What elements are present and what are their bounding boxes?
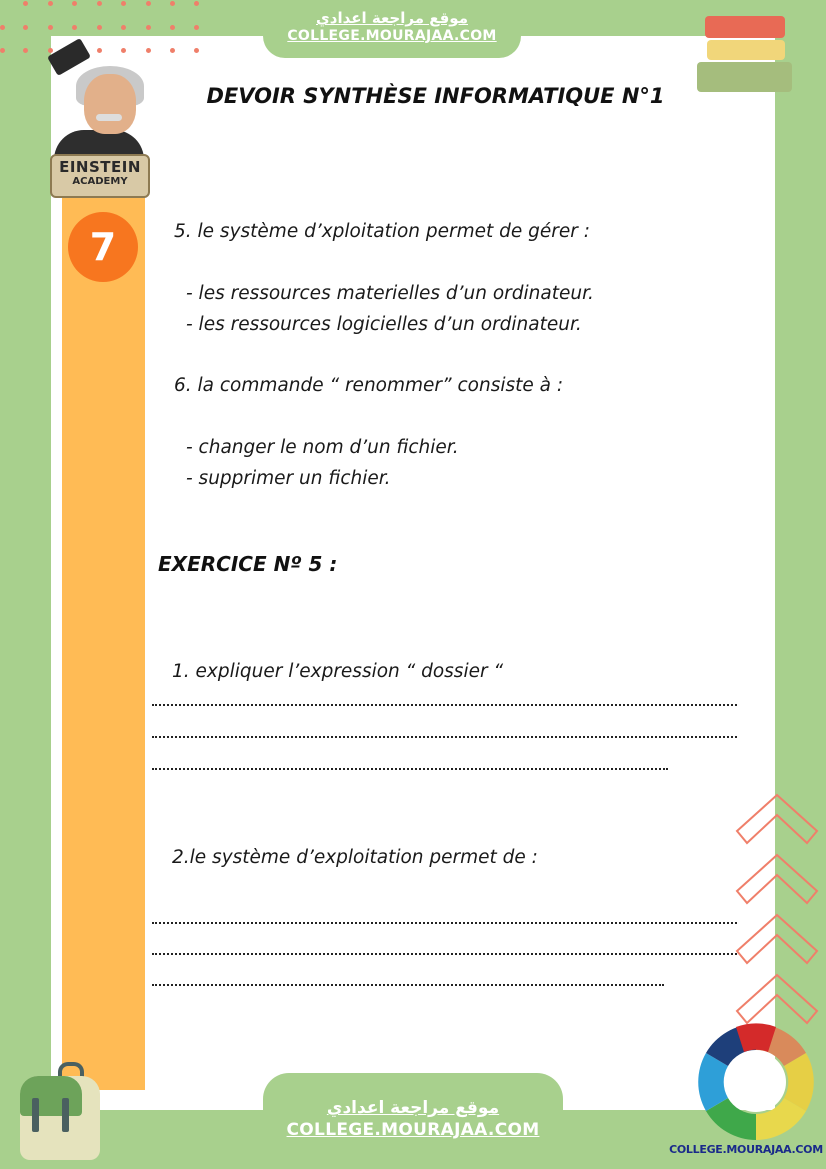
- exercise-item-1-prompt: 1. expliquer l’expression “ dossier “: [172, 661, 504, 682]
- footer-site-url-link[interactable]: COLLEGE.MOURAJAA.COM: [286, 1120, 540, 1140]
- exercise-item-2-prompt: 2.le système d’exploitation permet de :: [172, 847, 538, 868]
- corner-site-url[interactable]: COLLEGE.MOURAJAA.COM: [669, 1143, 823, 1156]
- side-accent-strip: [62, 195, 145, 1090]
- question-5-option-1: - les ressources materielles d’un ordinateur.: [186, 283, 594, 304]
- logo-line2: ACADEMY: [72, 176, 128, 187]
- answer-line[interactable]: [152, 736, 737, 738]
- question-6-option-2: - supprimer un fichier.: [186, 468, 391, 489]
- page-number-badge: 7: [68, 212, 138, 282]
- footer-banner: [263, 1073, 563, 1169]
- exercise-heading: EXERCICE Nº 5 :: [158, 552, 338, 576]
- einstein-academy-logo: [46, 42, 151, 197]
- question-5-option-2: - les ressources logicielles d’un ordinateur.: [186, 314, 582, 335]
- answer-line[interactable]: [152, 984, 664, 986]
- page-title: DEVOIR SYNTHÈSE INFORMATIQUE N°1: [206, 84, 665, 108]
- graduation-cap-icon: [47, 38, 91, 76]
- question-6-option-1: - changer le nom d’un fichier.: [186, 437, 459, 458]
- chevron-up-icon: [735, 793, 819, 853]
- answer-line[interactable]: [152, 953, 737, 955]
- chevron-up-icon: [735, 853, 819, 913]
- books-illustration-icon: [695, 10, 800, 95]
- subjects-wheel-icon: [696, 1022, 816, 1142]
- header-banner: [263, 0, 521, 58]
- question-5-prompt: 5. le système d’xploitation permet de gérer :: [174, 221, 591, 242]
- answer-line[interactable]: [152, 768, 668, 770]
- site-url-link[interactable]: COLLEGE.MOURAJAA.COM: [287, 28, 497, 44]
- site-name-arabic[interactable]: موقع مراجعة اعدادي: [316, 9, 468, 27]
- logo-line1: EINSTEIN: [59, 158, 141, 176]
- answer-line[interactable]: [152, 704, 737, 706]
- backpack-icon: [16, 1062, 111, 1162]
- footer-site-name-arabic[interactable]: موقع مراجعة اعدادي: [326, 1098, 500, 1118]
- chevron-up-icon: [735, 913, 819, 973]
- answer-line[interactable]: [152, 922, 737, 924]
- question-6-prompt: 6. la commande “ renommer” consiste à :: [174, 375, 564, 396]
